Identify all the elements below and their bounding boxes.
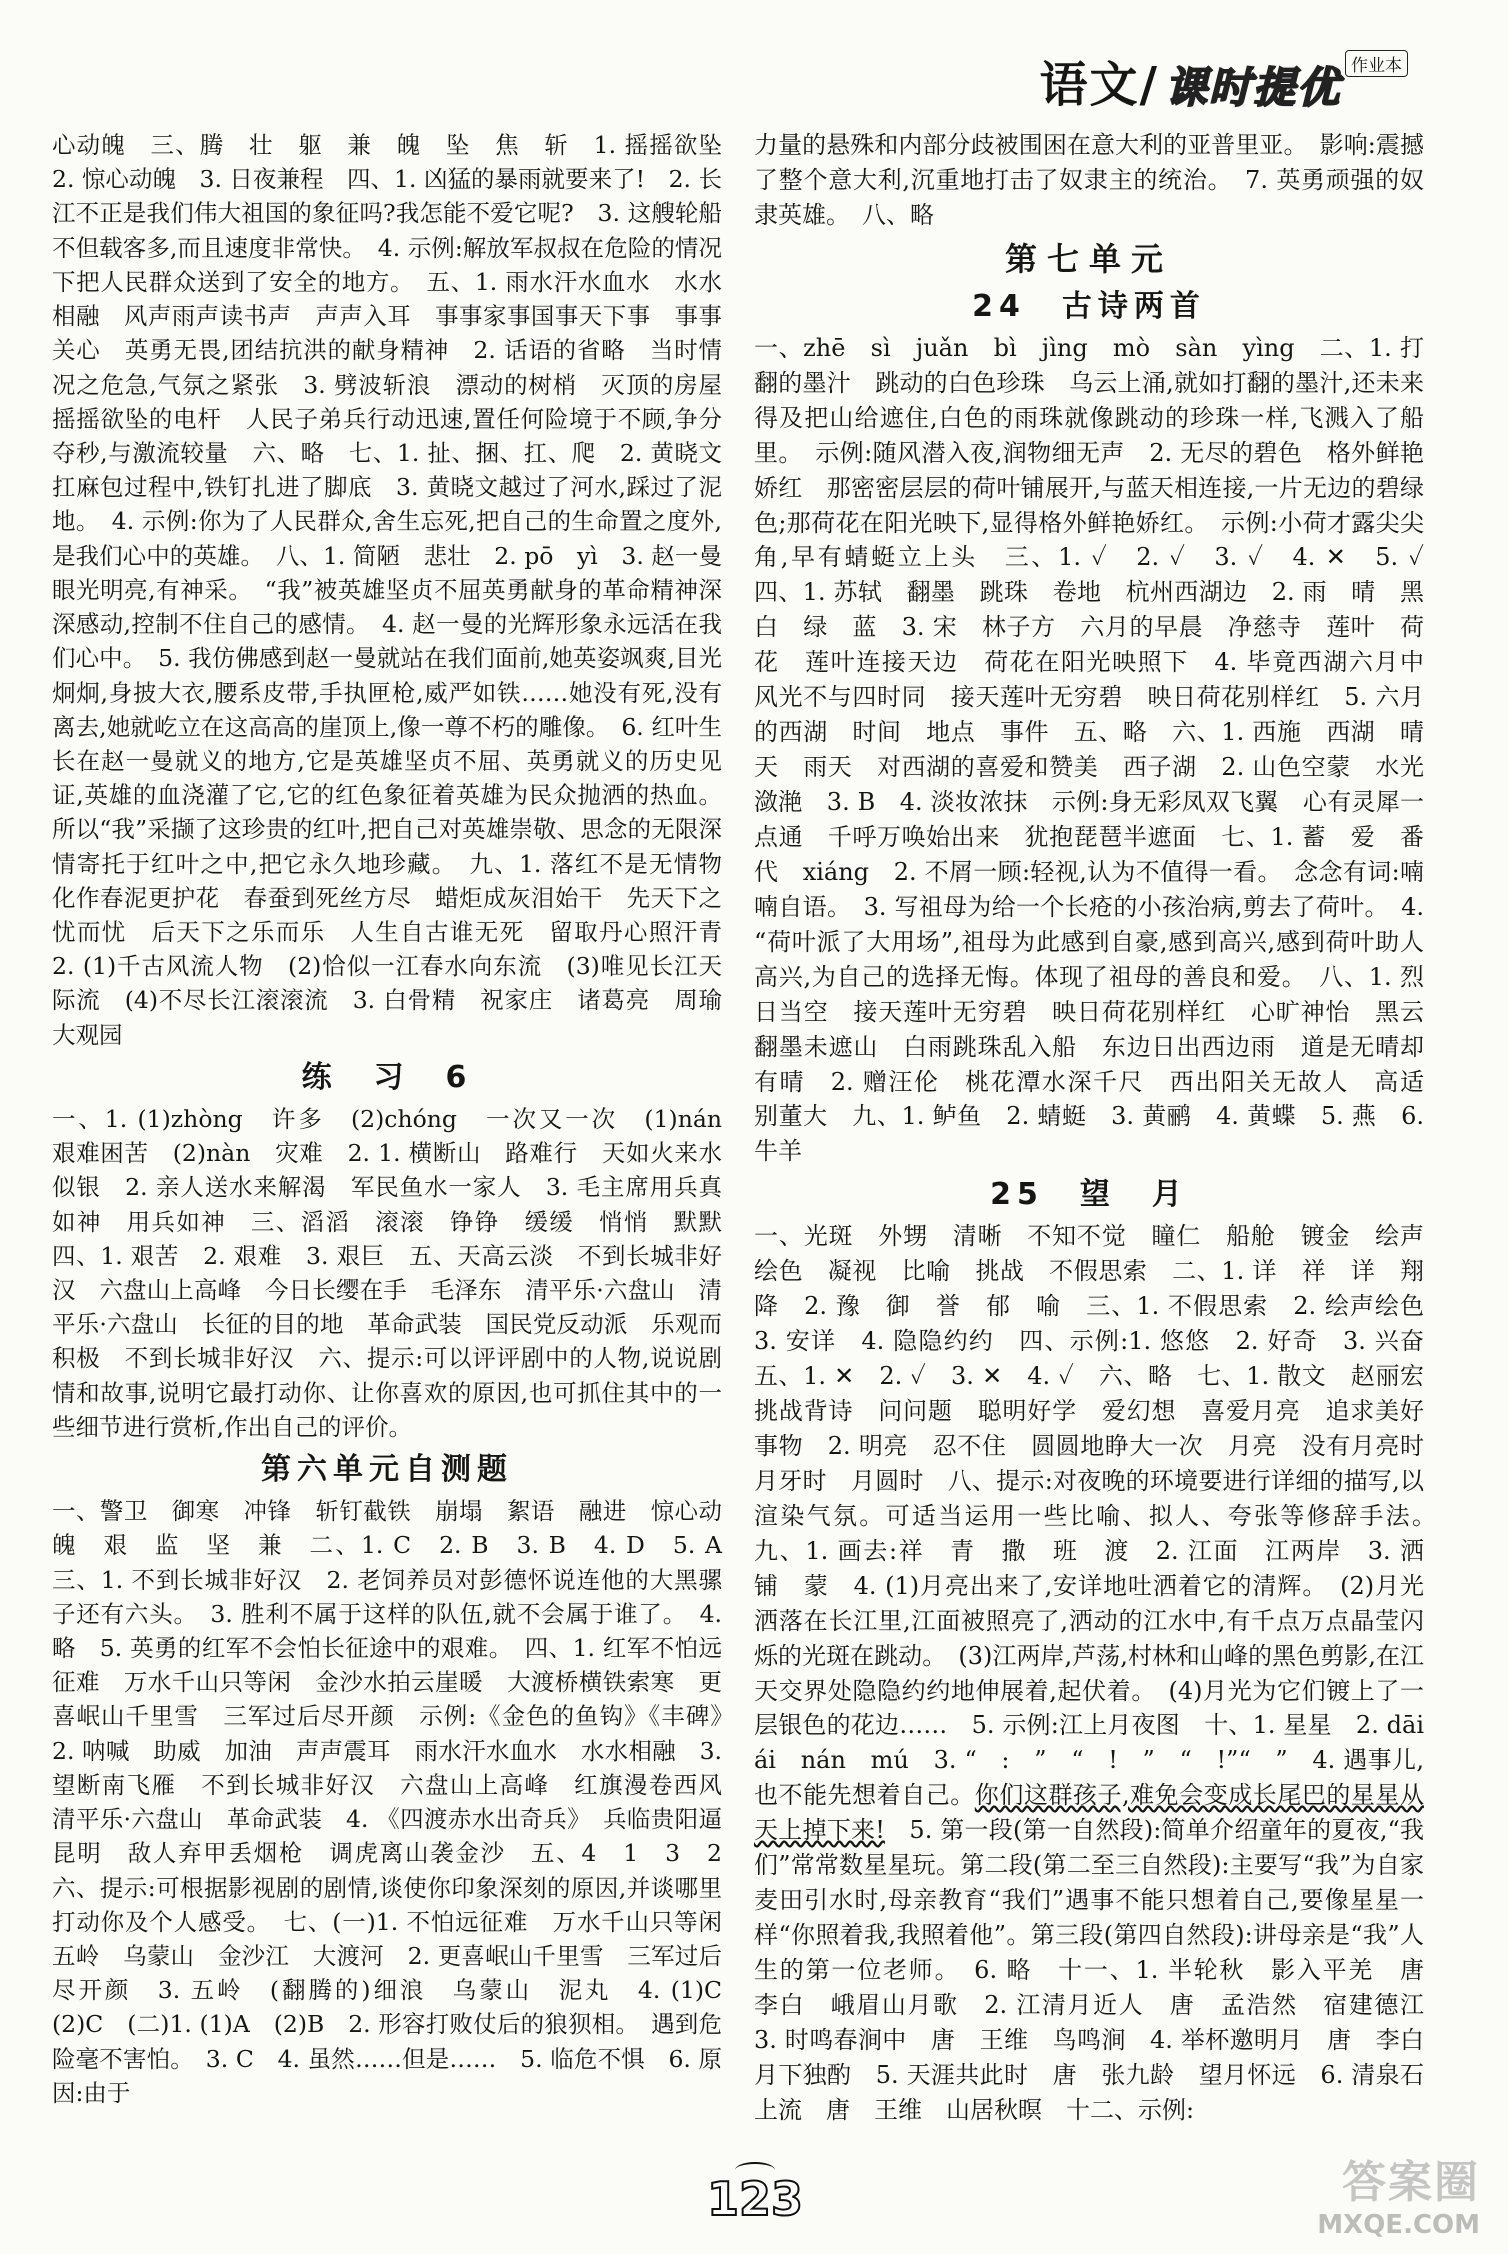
subject-label: 语文/ bbox=[1039, 57, 1159, 113]
answer-paragraph: 心动魄 三、腾 壮 躯 兼 魄 坠 焦 斩 1. 摇摇欲坠 2. 惊心动魄 3. 日夜兼程 四、1. 凶猛的暴雨就要来了! 2. 长江不正是我们伟大祖国的象征吗?我怎能不爱它呢? 3. 这艘轮船不但载客多,而且速度非常快。 4. 示例:解放军叔叔在危险的情况下把人民群众送到了安全的地方。 五、1. 雨水汗水血水 水水相融 风声雨声读书声 声声入耳 事事家事国事天下事 事事关心 英勇无畏,团结抗洪的献身精神 2. 话语的省略 当时情况之危急,气氛之紧张 3. 劈波斩浪 漂动的树梢 灭顶的房屋 摇摇欲坠的电杆 人民子弟兵行动迅速,置任何险境于不顾,争分夺秒,与激流较量 六、略 七、1. 扯、捆、扛、爬 2. 黄晓文扛麻包过程中,铁钉扎进了脚底 3. 黄晓文越过了河水,踩过了泥地。 4. 示例:你为了人民群众,舍生忘死,把自己的生命置之度外,是我们心中的英雄。 八、1. 简陋 悲壮 2. pō yì 3. 赵一曼眼光明亮,有神采。 “我”被英雄坚贞不屈英勇献身的革命精神深深感动,控制不住自己的感情。 4. 赵一曼的光辉形象永远活在我们心中。 5. 我仿佛感到赵一曼就站在我们面前,她英姿飒爽,目光炯炯,身披大衣,腰系皮带,手执匣枪,威严如铁……她没有死,没有离去,她就屹立在这高高的崖顶上,像一尊不朽的雕像。 6. 红叶生长在赵一曼就义的地方,它是英雄坚贞不屈、英勇就义的历史见证,英雄的血浇灌了它,它的红色象征着英雄为民众抛洒的热血。所以“我”采撷了这珍贵的红叶,把自己对英雄崇敬、思念的无限深情寄托于红叶之中,把它永久地珍藏。 九、1. 落红不是无情物 化作春泥更护花 春蚕到死丝方尽 蜡炬成灰泪始干 先天下之忧而忧 后天下之乐而乐 人生自古谁无死 留取丹心照汗青 2. (1)千古风流人物 (2)恰似一江春水向东流 (3)唯见长江天际流 (4)不尽长江滚滚流 3. 白骨精 祝家庄 诸葛亮 周瑜 大观园 bbox=[52, 131, 746, 1049]
section-title: 练 习 6 bbox=[301, 1059, 473, 1095]
answer-paragraph: 力量的悬殊和内部分歧被围困在意大利的亚普里亚。 影响:震撼了整个意大利,沉重地打击了奴隶主的统治。 7. 英勇顽强的奴隶英雄。 八、略 bbox=[754, 131, 1424, 229]
section-title: 24 古诗两首 bbox=[972, 288, 1206, 324]
page-header bbox=[1039, 46, 1408, 115]
watermark-logo: 答案圈 bbox=[1342, 2157, 1480, 2208]
page-number bbox=[700, 2162, 810, 2226]
section-title: 第六单元自测题 bbox=[261, 1452, 513, 1488]
answer-text: 5. 第一段(第一自然段):简单介绍童年的夏夜,“我们”常常数星星玩。第二段(第二至三自然段):主要写“我”为自家麦田引水时,母亲教育“我们”遇事不能只想着自己,要像星星一样“你照着我,我照着他”。第三段(第四自然段):讲母亲是“我”人生的第一位老师。 6. 略 十一、1. 半轮秋 影入平羌 唐 李白 峨眉山月歌 2. 江清月近人 唐 孟浩然 宿建德江 3. 时鸣春涧中 唐 王维 鸟鸣涧 4. 举杯邀明月 唐 李白 月下独酌 5. 天涯共此时 唐 张九龄 望月怀远 6. 清泉石上流 唐 王维 山居秋暝 十二、示例: bbox=[754, 1816, 1448, 2124]
section-title: 25 望 月 bbox=[990, 1177, 1188, 1213]
answer-paragraph bbox=[754, 1219, 1448, 2127]
answer-paragraph: 一、警卫 御寒 冲锋 斩钉截铁 崩塌 絮语 融进 惊心动魄 艰 监 坚 兼 二、1. C 2. B 3. B 4. D 5. A 三、1. 不到长城非好汉 2. 老饲养员对彭德怀说连他的大黑骡子还有六头。 3. 胜利不属于这样的队伍,就不会属于谁了。 4. 略 5. 英勇的红军不会怕长征途中的艰难。 四、1. 红军不怕远征难 万水千山只等闲 金沙水拍云崖暖 大渡桥横铁索寒 更喜岷山千里雪 三军过后尽开颜 示例:《金色的鱼钩》《丰碑》 2. 呐喊 助威 加油 声声震耳 雨水汗水血水 水水相融 3. 望断南飞雁 不到长城非好汉 六盘山上高峰 红旗漫卷西风 清平乐·六盘山 革命武装 4. 《四渡赤水出奇兵》 兵临贵阳逼昆明 敌人弃甲丢烟枪 调虎离山袭金沙 五、4 1 3 2 六、提示:可根据影视剧的剧情,谈使你印象深刻的原因,并谈哪里打动你及个人感受。 七、(一)1. 不怕远征难 万水千山只等闲 五岭 乌蒙山 金沙江 大渡河 2. 更喜岷山千里雪 三军过后尽开颜 3. 五岭 (翻腾的)细浪 乌蒙山 泥丸 4. (1)C (2)C (二)1. (1)A (2)B 2. 形容打败仗后的狼狈相。 遇到危险毫不害怕。 3. C 4. 虽然……但是…… 5. 临危不惧 6. 原因:由于 bbox=[52, 1497, 746, 2107]
watermark-site: MXQE.COM bbox=[1317, 2210, 1480, 2240]
page-number-text: 123 bbox=[706, 2172, 804, 2226]
answer-paragraph: 一、zhē sì juǎn bì jìng mò sàn yìng 二、1. 打翻的墨汁 跳动的白色珍珠 乌云上涌,就如打翻的墨汁,还未来得及把山给遮住,白色的雨珠就像跳动的珍珠一样,飞溅入了船里。 示例:随风潜入夜,润物细无声 2. 无尽的碧色 格外鲜艳娇红 那密密层层的荷叶铺展开,与蓝天相连接,一片无边的碧绿色;那荷花在阳光映下,显得格外鲜艳娇红。 示例:小荷才露尖尖角,早有蜻蜓立上头 三、1. ✓ 2. ✓ 3. ✓ 4. ✕ 5. ✓ 四、1. 苏轼 翻墨 跳珠 卷地 杭州西湖边 2. 雨 晴 黑 白 绿 蓝 3. 宋 林子方 六月的早晨 净慈寺 莲叶 荷花 莲叶连接天边 荷花在阳光映照下 4. 毕竟西湖六月中 风光不与四时同 接天莲叶无穷碧 映日荷花别样红 5. 六月的西湖 时间 地点 事件 五、略 六、1. 西施 西湖 晴天 雨天 对西湖的喜爱和赞美 西子湖 2. 山色空蒙 水光潋滟 3. B 4. 淡妆浓抹 示例:身无彩凤双飞翼 心有灵犀一点通 千呼万唤始出来 犹抱琵琶半遮面 七、1. 蓄 爱 番 代 xiáng 2. 不屑一顾:轻视,认为不值得一看。 念念有词:喃喃自语。 3. 写祖母为给一个长疮的小孩治病,剪去了荷叶。 4. “荷叶派了大用场”,祖母为此感到自豪,感到高兴,感到荷叶助人高兴,为自己的选择无悔。体现了祖母的善良和爱。 八、1. 烈日当空 接天莲叶无穷碧 映日荷花别样红 心旷神怡 黑云翻墨未遮山 白雨跳珠乱入船 东边日出西边雨 道是无晴却有晴 2. 赠汪伦 桃花潭水深千尺 西出阳关无故人 高适 别董大 九、1. 鲈鱼 2. 蜻蜓 3. 黄鹂 4. 黄蝶 5. 燕 6. 牛羊 bbox=[754, 333, 1448, 1166]
left-column bbox=[52, 128, 746, 2110]
answer-text: 一、光斑 外甥 清晰 不知不觉 瞳仁 船舱 镀金 绘声绘色 凝视 比喻 挑战 不假思索 二、1. 详 祥 详 翔 降 2. 豫 御 誉 郁 喻 三、1. 不假思索 2. 绘声绘色 3. 安详 4. 隐隐约约 四、示例:1. 悠悠 2. 好奇 3. 兴奋 五、1. ✕ 2. ✓ 3. ✕ 4. ✓ 六、略 七、1. 散文 赵丽宏 挑战背诗 问问题 聪明好学 爱幻想 喜爱月亮 追求美好事物 2. 明亮 忍不住 圆圆地睁大一次 月亮 没有月亮时 月牙时 月圆时 八、提示:对夜晚的环境要进行详细的描写,以渲染气氛。可适当运用一些比喻、拟人、夸张等修辞手法。 九、1. 画去:祥 青 撒 班 渡 2. 江面 江两岸 3. 洒 铺 蒙 4. (1)月亮出来了,安详地吐洒着它的清辉。 (2)月光洒落在长江里,江面被照亮了,洒动的江水中,有千点万点晶莹闪烁的光斑在跳动。 (3)江两岸,芦荡,村林和山峰的黑色剪影,在江天交界处隐隐约约地伸展着,起伏着。 (4)月光为它们镀上了一层银色的花边…… 5. 示例:江上月夜图 十、1. 星星 2. dāi ái nán mú 3. “ : ” “ ! ” “ !”“ ” 4. 遇事儿,也不能先想着自己。 bbox=[754, 1222, 1448, 1810]
underlined-quote: 你们这群孩子,难免会变成长尾巴的星星从天上掉下来! bbox=[754, 1781, 1424, 1845]
workbook-tag: 作业本 bbox=[1345, 50, 1408, 77]
watermark bbox=[1317, 2146, 1480, 2240]
right-column bbox=[754, 128, 1448, 2128]
answer-paragraph: 一、1. (1)zhòng 许多 (2)chóng 一次又一次 (1)nán 艰难困苦 (2)nàn 灾难 2. 1. 横断山 路难行 天如火来水似银 2. 亲人送水来解渴 军民鱼水一家人 3. 毛主席用兵真如神 用兵如神 三、滔滔 滚滚 铮铮 缓缓 悄悄 默默 四、1. 艰苦 2. 艰难 3. 艰巨 五、天高云淡 不到长城非好汉 六盘山上高峰 今日长缨在手 毛泽东 清平乐·六盘山 清平乐·六盘山 长征的目的地 革命武装 国民党反动派 乐观而积极 不到长城非好汉 六、提示:可以评评剧中的人物,说说剧情和故事,说明它最打动你、让你喜欢的原因,也可抓住其中的一些细节进行赏析,作出自己的评价。 bbox=[52, 1104, 746, 1441]
brand-logo: 课时提优 bbox=[1164, 63, 1341, 112]
section-title: 第七单元 bbox=[1004, 239, 1173, 278]
